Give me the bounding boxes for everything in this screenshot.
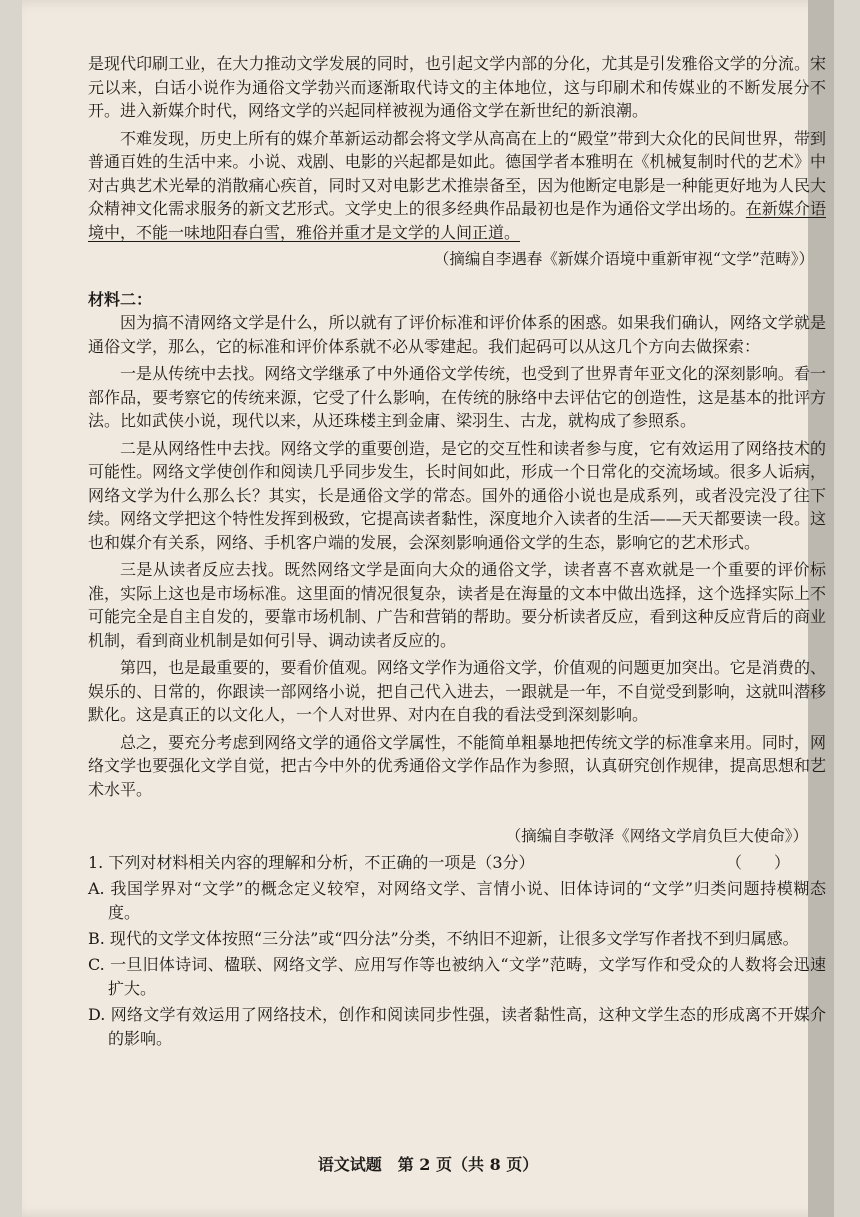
option-b: B. 现代的文学文体按照“三分法”或“四分法”分类，不纳旧不迎新，让很多文学写作者找不到归属感。 <box>88 928 799 948</box>
underlined-sentence: 在新媒介语境中，不能一味地阳春白雪，雅俗并重才是文学的人间正道。 <box>88 199 826 242</box>
answer-parenthesis: （ ） <box>725 852 790 872</box>
passage2-paragraph-5: 第四，也是最重要的，要看价值观。网络文学作为通俗文学，价值观的问题更加突出。它是消费的、娱乐的、日常的，你跟读一部网络小说，把自己代入进去，一跟就是一年，不自觉受到影响，这就叫潜移默化。这是真正的以文化人，一个人对世界、对内在自我的看法受到深刻影响。 <box>88 658 826 724</box>
question-stem-text: 1. 下列对材料相关内容的理解和分析，不正确的一项是（3分） <box>88 852 535 872</box>
passage2-source: （摘编自李敬泽《网络文学肩负巨大使命》） <box>505 827 808 845</box>
page-footer: 语文试题 第 2 页（共 8 页） <box>317 1155 539 1174</box>
passage1-source: （摘编自李遇春《新媒介语境中重新审视“文学”范畴》） <box>433 250 814 268</box>
passage2-paragraph-2: 一是从传统中去找。网络文学继承了中外通俗文学传统，也受到了世界青年亚文化的深刻影响。看一部作品，要考察它的传统来源，它受了什么影响，在传统的脉络中去评估它的创造性，这是基本的批评方法。比如武侠小说，现代以来，从还珠楼主到金庸、梁羽生、古龙，就构成了参照系。 <box>88 364 826 430</box>
page-content <box>88 52 826 1051</box>
passage2-paragraph-1: 因为搞不清网络文学是什么，所以就有了评价标准和评价体系的困惑。如果我们确认，网络文学就是通俗文学，那么，它的标准和评价体系就不必从零建起。我们起码可以从这几个方向去做探索： <box>88 313 826 356</box>
passage1-paragraph-2-text: 不难发现，历史上所有的媒介革新运动都会将文学从高高在上的“殿堂”带到大众化的民间世界，带到普通百姓的生活中来。小说、戏剧、电影的兴起都是如此。德国学者本雅明在《机械复制时代的艺术》中对古典艺术光晕的消散痛心疾首，同时又对电影艺术推崇备至，因为他断定电影是一种能更好地为人民大众精神文化需求服务的新文艺形式。文学史上的很多经典作品最初也是作为通俗文学出场的。 <box>88 128 826 218</box>
passage2-paragraph-6: 总之，要充分考虑到网络文学的通俗文学属性，不能简单粗暴地把传统文学的标准拿来用。同时，网络文学也要强化文学自觉，把古今中外的优秀通俗文学作品作为参照，认真研究创作规律，提高思想和艺术水平。 <box>88 732 826 799</box>
passage2-paragraph-3: 二是从网络性中去找。网络文学的重要创造，是它的交互性和读者参与度，它有效运用了网络技术的可能性。网络文学使创作和阅读几乎同步发生，长时间如此，形成一个日常化的交流场域。很多人诟病，网络文学为什么那么长？其实，长是通俗文学的常态。国外的通俗小说也是成系列，或者没完没了往下续。网络文学把这个特性发挥到极致，它提高读者黏性，深度地介入读者的生活——天天都要读一段。这也和媒介有关系，网络、手机客户端的发展，会深刻影响通俗文学的生态，影响它的艺术形式。 <box>88 438 826 552</box>
option-a: A. 我国学界对“文学”的概念定义较窄，对网络文学、言情小说、旧体诗词的“文学”归类问题持模糊态度。 <box>88 878 826 922</box>
exam-page <box>22 0 834 1217</box>
passage2-paragraph-4: 三是从读者反应去找。既然网络文学是面向大众的通俗文学，读者喜不喜欢就是一个重要的评价标准，实际上这也是市场标准。这里面的情况很复杂，读者是在海量的文本中做出选择，这个选择实际上不可能完全是自主自发的，要靠市场机制、广告和营销的帮助。要分析读者反应，看到这种反应背后的商业机制，看到商业机制是如何引导、调动读者反应的。 <box>88 560 826 650</box>
passage1-paragraph-1: 是现代印刷工业，在大力推动文学发展的同时，也引起文学内部的分化，尤其是引发雅俗文学的分流。宋元以来，白话小说作为通俗文学勃兴而逐渐取代诗文的主体地位，这与印刷术和传媒业的不断发展分不开。进入新媒介时代，网络文学的兴起同样被视为通俗文学在新世纪的新浪潮。 <box>88 54 826 120</box>
passage1-paragraph-2 <box>88 127 826 245</box>
question-stem <box>88 851 826 875</box>
option-d: D. 网络文学有效运用了网络技术，创作和阅读同步性强，读者黏性高，这种文学生态的形成离不开媒介的影响。 <box>88 1004 826 1048</box>
material-2-heading: 材料二： <box>88 289 153 309</box>
option-c: C. 一旦旧体诗词、楹联、网络文学、应用写作等也被纳入“文学”范畴，文学写作和受众的人数将会迅速扩大。 <box>88 954 826 998</box>
question-1 <box>88 825 826 1051</box>
